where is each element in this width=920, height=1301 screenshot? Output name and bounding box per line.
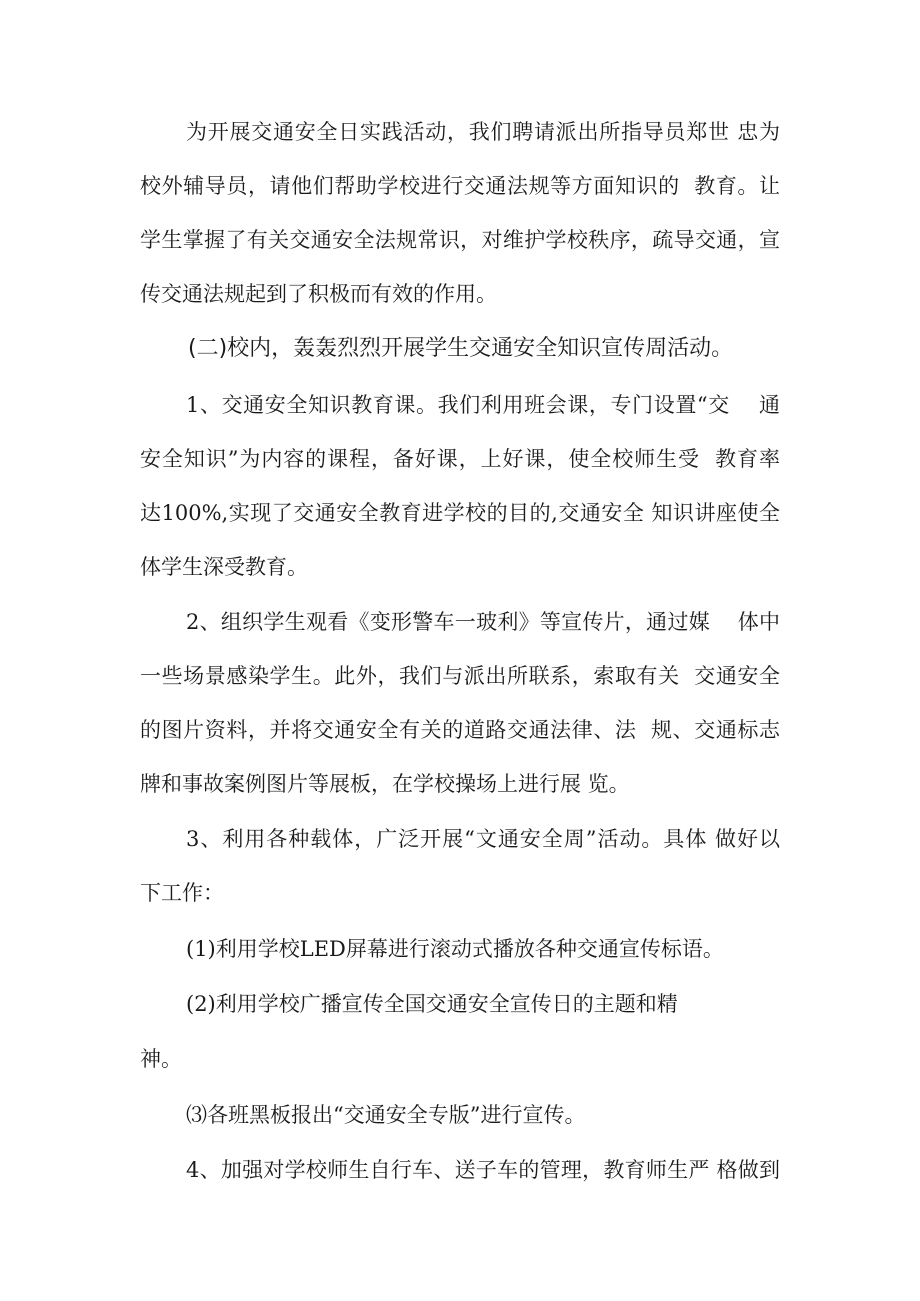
paragraph-1-line-2: 校外辅导员，请他们帮助学校进行交通法规等方面知识的 教育。让: [140, 174, 780, 198]
sub-item-2-line-1: (2)利用学校广播宣传全国交通安全宣传日的主题和精: [186, 992, 678, 1016]
sub-item-1: (1)利用学校LED屏幕进行滚动式播放各种交通宣传标语。: [186, 937, 724, 961]
item-1-line-1: 1、交通安全知识教育课。我们利用班会课，专门设置“交 通: [186, 393, 780, 417]
item-4-line-1: 4、加强对学校师生自行车、送子车的管理，教育师生严 格做到: [186, 1158, 780, 1182]
sub-item-2-line-2: 神。: [140, 1047, 182, 1071]
item-3-line-2: 下工作：: [140, 881, 224, 905]
item-2-line-2: 一些场景感染学生。此外，我们与派出所联系，索取有关 交通安全: [140, 664, 780, 688]
paragraph-1-line-4: 传交通法规起到了积极而有效的作用。: [140, 282, 497, 306]
item-2-line-3: 的图片资料，并将交通安全有关的道路交通法律、法 规、交通标志: [140, 718, 780, 742]
item-1-line-4: 体学生深受教育。: [140, 555, 308, 579]
item-3-line-1: 3、利用各种载体，广泛开展“文通安全周”活动。具体 做好以: [186, 827, 780, 851]
paragraph-1-line-3: 学生掌握了有关交通安全法规常识，对维护学校秩序，疏导交通，宣: [140, 228, 780, 252]
item-2-line-1: 2、组织学生观看《变形警车一玻利》等宣传片，通过媒 体中: [186, 610, 780, 634]
paragraph-1-line-1: 为开展交通安全日实践活动，我们聘请派出所指导员郑世 忠为: [186, 120, 780, 144]
section-heading: (二)校内，轰轰烈烈开展学生交通安全知识宣传周活动。: [188, 336, 734, 361]
item-2-line-4: 牌和事故案例图片等展板，在学校操场上进行展 览。: [140, 772, 630, 796]
item-1-line-3: 达100%,实现了交通安全教育进学校的目的,交通安全 知识讲座使全: [140, 501, 780, 525]
sub-item-3: ⑶各班黑板报出“交通安全专版”进行宣传。: [186, 1103, 586, 1127]
item-1-line-2: 安全知识”为内容的课程，备好课，上好课，使全校师生受 教育率: [140, 447, 780, 471]
